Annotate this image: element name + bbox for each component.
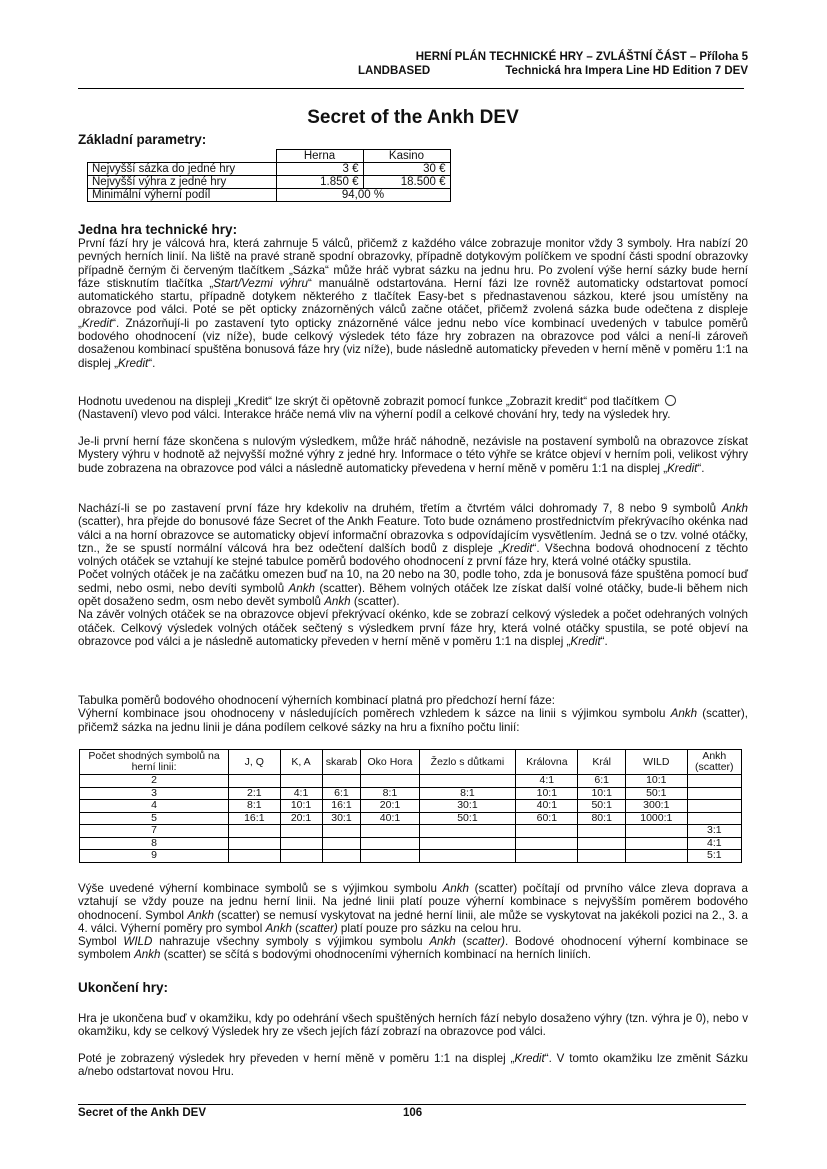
- page-header: [300, 50, 748, 78]
- paytable-header: Počet shodných symbolů na herní linii: J, Q K, A skarab Oko Hora Žezlo s důtkami Královna Král WILD Ankh (scatter): [80, 750, 742, 775]
- paragraph-credit-display: Hodnotu uvedenou na displeji „Kredit“ lze skrýt či opětovně zobrazit pomocí funkce „Zobrazit kredit“ pod tlačítkem (Nastavení) vlevo pod válci. Interakce hráče nemá vliv na výherní podíl a celkové chování hry, tedy na výsledek hry.: [78, 395, 748, 422]
- paragraph-paytable-intro: Tabulka poměrů bodového ohodnocení výherních kombinací platná pro předchozí herní fáze: Výherní kombinace jsou ohodnoceny v následujících poměrech vzhledem k sázce na linii s výjimkou symbolu Ankh (scatter), přičemž sázka na jednu linii je dána podílem celkové sázky na hru a fixního počtu linií:: [78, 694, 748, 734]
- table-row: Minimální výherní podíl 94,00 %: [88, 189, 451, 202]
- paragraph-bonus-feature: Nachází-li se po zastavení první fáze hry kdekoliv na druhém, třetím a čtvrtém válci dohromady 7, 8 nebo 9 symbolů Ankh (scatter), hra přejde do bonusové fáze Secret of the Ankh Feature. Toto bude oznámeno prostřednictvím překrývacího okénka nad válci a na horní obrazovce se automaticky objeví informační obrazovka s odpovídajícím vysvětlením. Jedná se o tzv. volné otáčky, tzn., že se spustí normální válcová hra bez odečtení dalších bodů z displeje „Kredit“. Všechna bodová ohodnocení z těchto volných otáček se vztahují ke stejné tabulce poměrů bodového ohodnocení z první fáze hry, která volné otáčky spustila. Počet volných otáček je na začátku omezen buď na 10, na 20 nebo na 30, podle toho, zda je bonusová fáze spuštěna pomocí buď sedmi, nebo osmi, nebo devíti symbolů Ankh (scatter). Během volných otáček lze získat další volné otáčky, bude-li během nich opět dosaženo sedm, osm nebo devět symbolů Ankh (scatter). Na závěr volných otáček se na obrazovce objeví překrývací okénko, kde se zobrazí celkový výsledek a počet odehraných volných otáček. Celkový výsledek volných otáček sečtený s výsledkem první fáze hry, která volné otáčky spustila, se poté objeví na obrazovce pod válci a je následně automaticky převeden v herní měně v poměru 1:1 na displej „Kredit“.: [78, 502, 748, 648]
- section-game-heading: Jedna hra technické hry:: [78, 222, 238, 237]
- table-row: 7 3:1: [80, 825, 742, 838]
- footer-rule: [78, 1104, 746, 1105]
- table-row: Nejvyšší výhra z jedné hry 1.850 € 18.500 €: [88, 176, 451, 189]
- table-row: Nejvyšší sázka do jedné hry 3 € 30 €: [88, 163, 451, 176]
- params-table: [87, 149, 451, 202]
- header-rule: [78, 88, 744, 89]
- paragraph-credit-transfer: Poté je zobrazený výsledek hry převeden v herní měně v poměru 1:1 na displej „Kredit“. V tomto okamžiku lze změnit Sázku a/nebo odstartovat novou Hru.: [78, 1052, 749, 1079]
- table-row: 2 4:1 6:1 10:1: [80, 775, 742, 788]
- params-heading: Základní parametry:: [78, 132, 207, 147]
- table-row: 5 16:1 20:1 30:1 40:1 50:1 60:1 80:1 1000:1: [80, 812, 742, 825]
- table-row: 8 4:1: [80, 837, 742, 850]
- footer-title: Secret of the Ankh DEV: [78, 1107, 207, 1119]
- page-title: Secret of the Ankh DEV: [307, 107, 519, 128]
- paragraph-game-end: Hra je ukončena buď v okamžiku, kdy po odehrání všech spuštěných herních fází nebylo dosaženo výhry (tzn. výhra je 0), nebo v okamžiku, kdy se celkový Výsledek hry ze všech jejích fází zobrazí na obrazovce pod válci.: [78, 1012, 748, 1039]
- settings-gear-icon: [665, 395, 676, 406]
- col-herna: Herna: [276, 150, 363, 163]
- paytable: [79, 749, 742, 863]
- page-number: 106: [403, 1107, 423, 1119]
- table-row: 9 5:1: [80, 850, 742, 863]
- header-landbased: LANDBASED: [358, 65, 431, 77]
- table-row: 4 8:1 10:1 16:1 20:1 30:1 40:1 50:1 300:1: [80, 800, 742, 813]
- paragraph-game-description: První fází hry je válcová hra, která zahrnuje 5 válců, přičemž z každého válce zobrazuje monitor vždy 3 symboly. Hra nabízí 20 pevných herních linií. Na liště na pravé straně spodní obrazovky, případně dotykovým políčkem ve spodní části spodní obrazovky případně černým či červeným tlačítkem „Sázka“ může hráč vybrat sázku na jednu hru. Po zvolení výše herní sázky bude herní fáze stisknutím tlačítka „Start/Vezmi výhru“ manuálně odstartována. Herní fázi lze rovněž automaticky odstartovat pomocí automatického startu, případně dotykem některého z tlačítek Easy-bet s přednastavenou sázkou, které jsou umístěny na obrazovce pod válci. Poté se pět opticky znázorněných válců začne otáčet, přičemž zvolená sázka bude odečtena z displeje „Kredit“. Znázorňují-li po zastavení tyto opticky znázorněné válce jednu nebo více kombinací uvedených v tabulce poměrů bodového ohodnocení (viz níže), bude celkový výsledek této fáze hry zobrazen na obrazovce pod válci a není-li zároveň dosaženou kombinací spuštěna bonusová fáze hry (viz níže), bude následně automaticky převeden v herní měně v poměru 1:1 na displej „Kredit“.: [78, 237, 748, 370]
- header-line-1: HERNÍ PLÁN TECHNICKÉ HRY – ZVLÁŠTNÍ ČÁST – Příloha 5: [415, 51, 748, 63]
- paragraph-paytable-notes: Výše uvedené výherní kombinace symbolů se s výjimkou symbolu Ankh (scatter) počítají od prvního válce zleva doprava a vztahují se vždy pouze na jednu herní linii. Na jedné linii platí pouze výherní kombinace s nejvyšším poměrem bodového ohodnocení. Symbol Ankh (scatter) se nemusí vyskytovat na jedné herní linii, ale může se vyskytovat na jakékoli pozici na 2., 3. a 4. válci. Výherní poměry pro symbol Ankh (scatter) platí pouze pro sázku na celou hru. Symbol WILD nahrazuje všechny symboly s výjimkou symbolu Ankh (scatter). Bodové ohodnocení výherní kombinace se symbolem Ankh (scatter) se sčítá s bodovými ohodnoceními výherních kombinací na herních liniích.: [78, 882, 748, 962]
- col-kasino: Kasino: [363, 150, 450, 163]
- section-ending-heading: Ukončení hry:: [78, 980, 169, 995]
- header-game-edition: Technická hra Impera Line HD Edition 7 DEV: [505, 65, 748, 77]
- table-row: 3 2:1 4:1 6:1 8:1 8:1 10:1 10:1 50:1: [80, 787, 742, 800]
- paragraph-mystery-win: Je-li první herní fáze skončena s nulovým výsledkem, může hráč náhodně, nezávisle na postavení symbolů na obrazovce získat Mystery výhru v hodnotě až nejvyšší možné výhry z jedné hry. Informace o této výhře se krátce objeví v herním poli, velikost výhry bude zobrazena na obrazovce pod válci a následně automaticky převedena v herní měně v poměru 1:1 na displej „Kredit“.: [78, 435, 748, 475]
